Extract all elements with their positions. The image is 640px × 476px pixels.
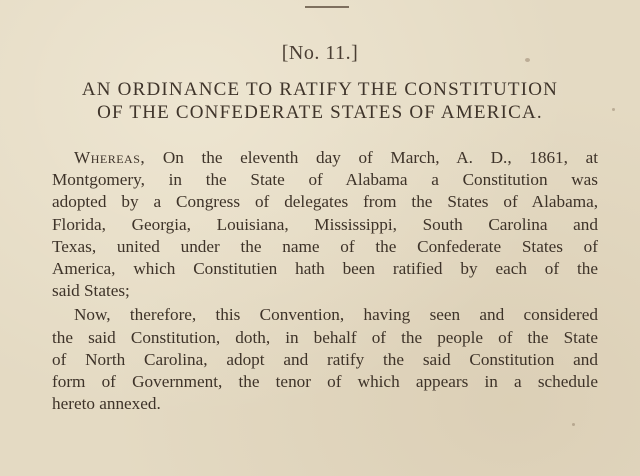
paragraph2-line-2: the said Constitution, doth, in behalf of the people of the State — [52, 327, 598, 347]
paragraph1-line-6: America, which Constitutien hath been ratified by each of the — [52, 259, 598, 279]
top-rule-divider — [305, 6, 349, 8]
paragraph1-line-5: Texas, united under the name of the Confederate States of — [52, 236, 598, 256]
paragraph2-line-1: Now, therefore, this Convention, having seen and considered — [74, 305, 598, 325]
title-line-1: AN ORDINANCE TO RATIFY THE CONSTITUTION — [81, 79, 559, 100]
paragraph1-line-3: adopted by a Congress of delegates from the States of Alabama, — [52, 192, 598, 212]
paragraph1-line-2: Montgomery, in the State of Alabama a Constitution was — [52, 170, 598, 190]
paragraph1-line-1 — [52, 147, 598, 169]
paper-speck — [612, 108, 615, 111]
paragraph1-line-4: Florida, Georgia, Louisiana, Mississippi, South Carolina and — [52, 214, 598, 234]
paper-speck — [572, 423, 575, 426]
ordinance-body — [52, 147, 598, 415]
ordinance-number: [No. 11.] — [281, 42, 359, 64]
ordinance-title — [40, 78, 600, 124]
paragraph1-line-7: said States; — [52, 281, 130, 301]
paragraph2-line-5: hereto annexed. — [52, 394, 161, 414]
title-line-2: OF THE CONFEDERATE STATES OF AMERICA. — [97, 102, 543, 123]
paper-speck — [525, 58, 530, 62]
paragraph2-line-3: of North Carolina, adopt and ratify the said Constitution and — [52, 349, 598, 369]
paragraph1-line-1-text: On the eleventh day of March, A. D., 1861, at — [145, 148, 598, 167]
paragraph2-line-4: form of Government, the tenor of which appears in a schedule — [52, 372, 598, 392]
whereas-lead: Whereas, — [74, 148, 146, 167]
